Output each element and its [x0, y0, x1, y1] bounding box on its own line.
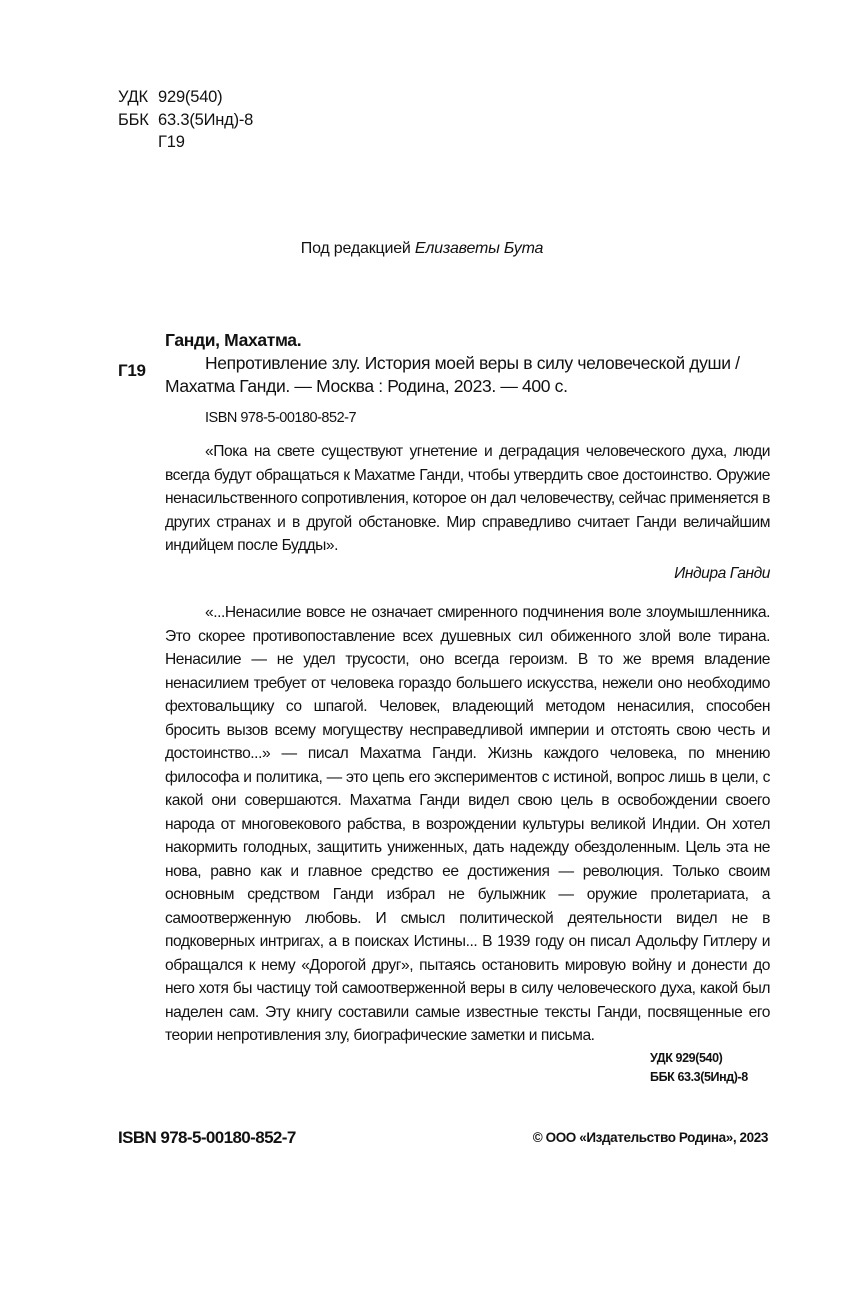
editor-credit [0, 240, 844, 258]
classification-codes-top [118, 86, 253, 154]
catalog-author: Ганди, Махатма. [165, 330, 302, 350]
author-sign-top: Г19 [158, 133, 185, 151]
catalog-isbn: ISBN 978-5-00180-852-7 [205, 410, 357, 426]
catalog-title: Непротивление злу. История моей веры в силу человеческой души / Махатма Ганди. — Москва : Родина, 2023. — 400 с. [165, 353, 740, 396]
bbk-value: 63.3(5Инд)-8 [158, 110, 254, 129]
bbk-bottom: ББК 63.3(5Инд)-8 [650, 1070, 748, 1084]
udk-value: 929(540) [158, 88, 223, 106]
classification-codes-bottom [600, 1049, 768, 1087]
epigraph-author: Индира Ганди [674, 564, 770, 582]
annotation-body: «...Ненасилие вовсе не означает смиренного подчинения воле злоумышленника. Это скорее противопоставление всех душевных сил обиженного злой воле тирана. Ненасилие — не удел трусости, оно всегда героизм. В то же время владение ненасилием требует от человека гораздо большего искусства, нежели оно необходимо фехтовальщику со шпагой. Человек, владеющий методом ненасилия, способен бросить вызов всему могуществу несправедливой империи и отстоять свою честь и достоинство...» — писал Махатма Ганди. Жизнь каждого человека, по мнению философа и политика, — это цепь его экспериментов с истиной, вопрос лишь в цели, с какой они совершаются. Махатма Ганди видел свою цель в освобождении своего народа от многовекового рабства, в возрождении культуры великой Индии. Он хотел накормить голодных, защитить униженных, дать надежду обездоленным. Цель эта не нова, равно как и главное средство ее достижения — революция. Только своим основным средством Ганди избрал не булыжник — оружие пролетариата, а самоотверженную любовь. И смысл политической деятельности видел не в подковерных интригах, а в поисках Истины... В 1939 году он писал Адольфу Гитлеру и обращался к нему «Дорогой друг», пытаясь остановить мировую войну и донести до него хотя бы частицу той самоотверженной веры в силу человеческого духа, какой был наделен сам. Эту книгу составили самые известные тексты Ганди, посвященные его теории непротивления злу, биографические заметки и письма. [165, 604, 770, 1044]
editor-prefix: Под редакцией [300, 240, 411, 257]
udk-row [118, 86, 253, 109]
bbk-label: ББК [118, 110, 149, 129]
epigraph-quote: «Пока на свете существуют угнетение и деградация человеческого духа, люди всегда будут обращаться к Махатме Ганди, чтобы утвердить свое достоинство. Оружие ненасильственного сопротивления, которое он дал человечеству, сейчас применяется в других странах и в другой обстановке. Мир справедливо считает Ганди величайшим индийцем после Будды». [165, 443, 771, 554]
bbk-row [118, 109, 253, 132]
udk-bottom: УДК 929(540) [650, 1051, 723, 1065]
footer-isbn: ISBN 978-5-00180-852-7 [118, 1128, 296, 1147]
annotation [165, 440, 770, 1048]
udk-label: УДК [118, 88, 148, 106]
catalog-card [165, 329, 770, 430]
editor-name: Елизаветы Бута [414, 240, 544, 257]
copyright-notice: © ООО «Издательство Родина», 2023 [532, 1130, 768, 1145]
catalog-author-sign: Г19 [118, 361, 146, 380]
